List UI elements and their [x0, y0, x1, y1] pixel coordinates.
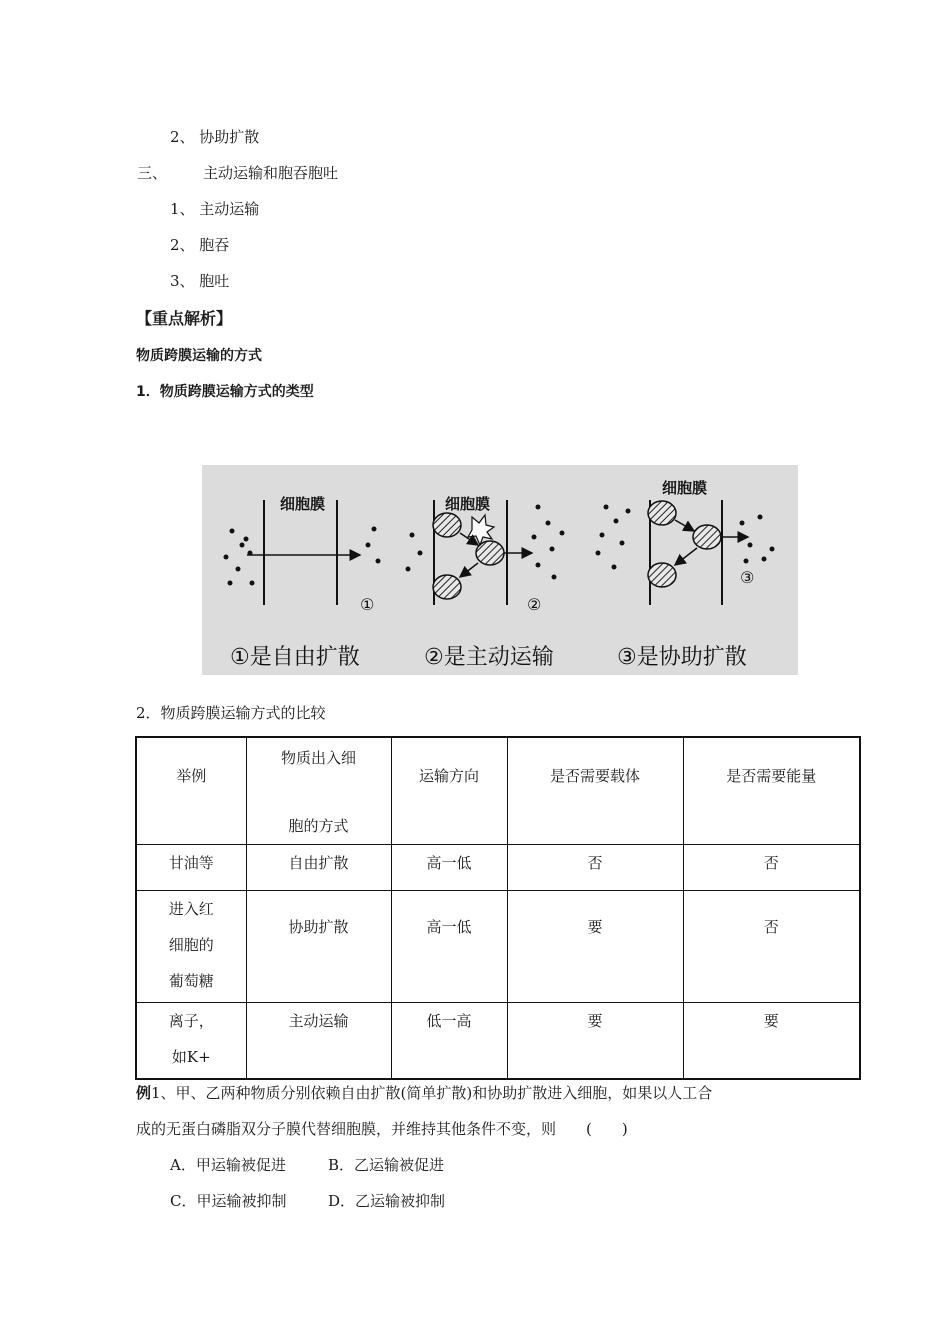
cell-direction: 高一低 — [391, 891, 507, 1003]
cell-energy: 否 — [683, 891, 860, 1003]
cell-carrier: 否 — [507, 845, 683, 891]
cell-direction: 低一高 — [391, 1003, 507, 1079]
carrier-protein — [693, 525, 721, 549]
comparison-table — [135, 736, 861, 1080]
example-1-stem-line-2: 成的无蛋白磷脂双分子膜代替细胞膜，并维持其他条件不变，则 ( ) — [136, 1120, 628, 1138]
transport-arrow — [675, 548, 697, 565]
panel-number-3: ③ — [740, 568, 755, 587]
transport-arrow — [460, 563, 478, 577]
transport-arrow — [675, 520, 694, 531]
cell-example-line: 细胞的 — [168, 936, 214, 954]
cell-example: 甘油等 — [136, 845, 246, 891]
section-3-title: 主动运输和胞吞胞吐 — [203, 164, 339, 182]
option-a: A．甲运输被促进 — [170, 1156, 286, 1174]
option-b: B．乙运输被促进 — [328, 1156, 445, 1174]
outline-item-3-1: 1、 主动运输 — [170, 200, 260, 218]
cell-example-line: 进入红 — [168, 900, 214, 918]
option-d: D．乙运输被抑制 — [328, 1192, 446, 1210]
outline-item-3-3: 3、 胞吐 — [170, 272, 230, 290]
cell-method: 自由扩散 — [246, 845, 391, 891]
cell-carrier: 要 — [507, 1003, 683, 1079]
panel-number-1: ① — [360, 595, 375, 614]
analysis-heading: 【重点解析】 — [136, 309, 233, 328]
cell-example-line: 葡萄糖 — [168, 972, 214, 990]
cell-method: 主动运输 — [246, 1003, 391, 1079]
header-method-line: 物质出入细 — [280, 749, 356, 767]
membrane-label-3: 细胞膜 — [662, 479, 708, 497]
cell-carrier: 要 — [507, 891, 683, 1003]
molecule-dots — [224, 527, 381, 586]
cell-energy: 要 — [683, 1003, 860, 1079]
cell-example — [136, 1003, 246, 1079]
point-1-heading: 1．物质跨膜运输方式的类型 — [136, 384, 314, 400]
example-label: 例 — [136, 1084, 152, 1102]
header-energy: 是否需要能量 — [683, 737, 860, 845]
table-row — [136, 891, 860, 1003]
cell-example — [136, 891, 246, 1003]
table-header-row — [136, 737, 860, 845]
point-2-heading: 2．物质跨膜运输方式的比较 — [136, 704, 326, 722]
outline-item-2-2: 2、 协助扩散 — [170, 128, 260, 146]
header-example: 举例 — [136, 737, 246, 845]
cell-method: 协助扩散 — [246, 891, 391, 1003]
carrier-protein — [433, 513, 461, 537]
table-row — [136, 1003, 860, 1079]
carrier-protein — [648, 563, 676, 587]
panel-number-2: ② — [527, 595, 542, 614]
header-method-line: 胞的方式 — [288, 817, 349, 835]
option-c: C．甲运输被抑制 — [170, 1192, 287, 1210]
section-3-number: 三、 — [137, 164, 168, 182]
carrier-protein — [648, 501, 676, 525]
carrier-protein — [433, 575, 461, 599]
header-carrier: 是否需要载体 — [507, 737, 683, 845]
table-row — [136, 845, 860, 891]
outline-item-3-2: 2、 胞吞 — [170, 236, 230, 254]
analysis-subheading: 物质跨膜运输的方式 — [136, 348, 262, 364]
cell-energy: 否 — [683, 845, 860, 891]
cell-example-line: 离子， — [168, 1012, 214, 1030]
cell-direction: 高一低 — [391, 845, 507, 891]
caption-active-transport: ②是主动运输 — [424, 645, 554, 670]
transport-diagram — [202, 465, 798, 675]
header-method — [246, 737, 391, 845]
membrane-label-1: 细胞膜 — [280, 495, 326, 513]
caption-facilitated-diffusion: ③是协助扩散 — [617, 645, 747, 670]
membrane-label-2: 细胞膜 — [445, 495, 491, 513]
cell-example-line: 如K+ — [171, 1048, 211, 1066]
caption-free-diffusion: ①是自由扩散 — [230, 645, 360, 670]
example-stem-text: 1、甲、乙两种物质分别依赖自由扩散(简单扩散)和协助扩散进入细胞，如果以人工合 — [151, 1084, 713, 1102]
header-direction: 运输方向 — [391, 737, 507, 845]
example-1-stem-line-1 — [136, 1082, 712, 1103]
